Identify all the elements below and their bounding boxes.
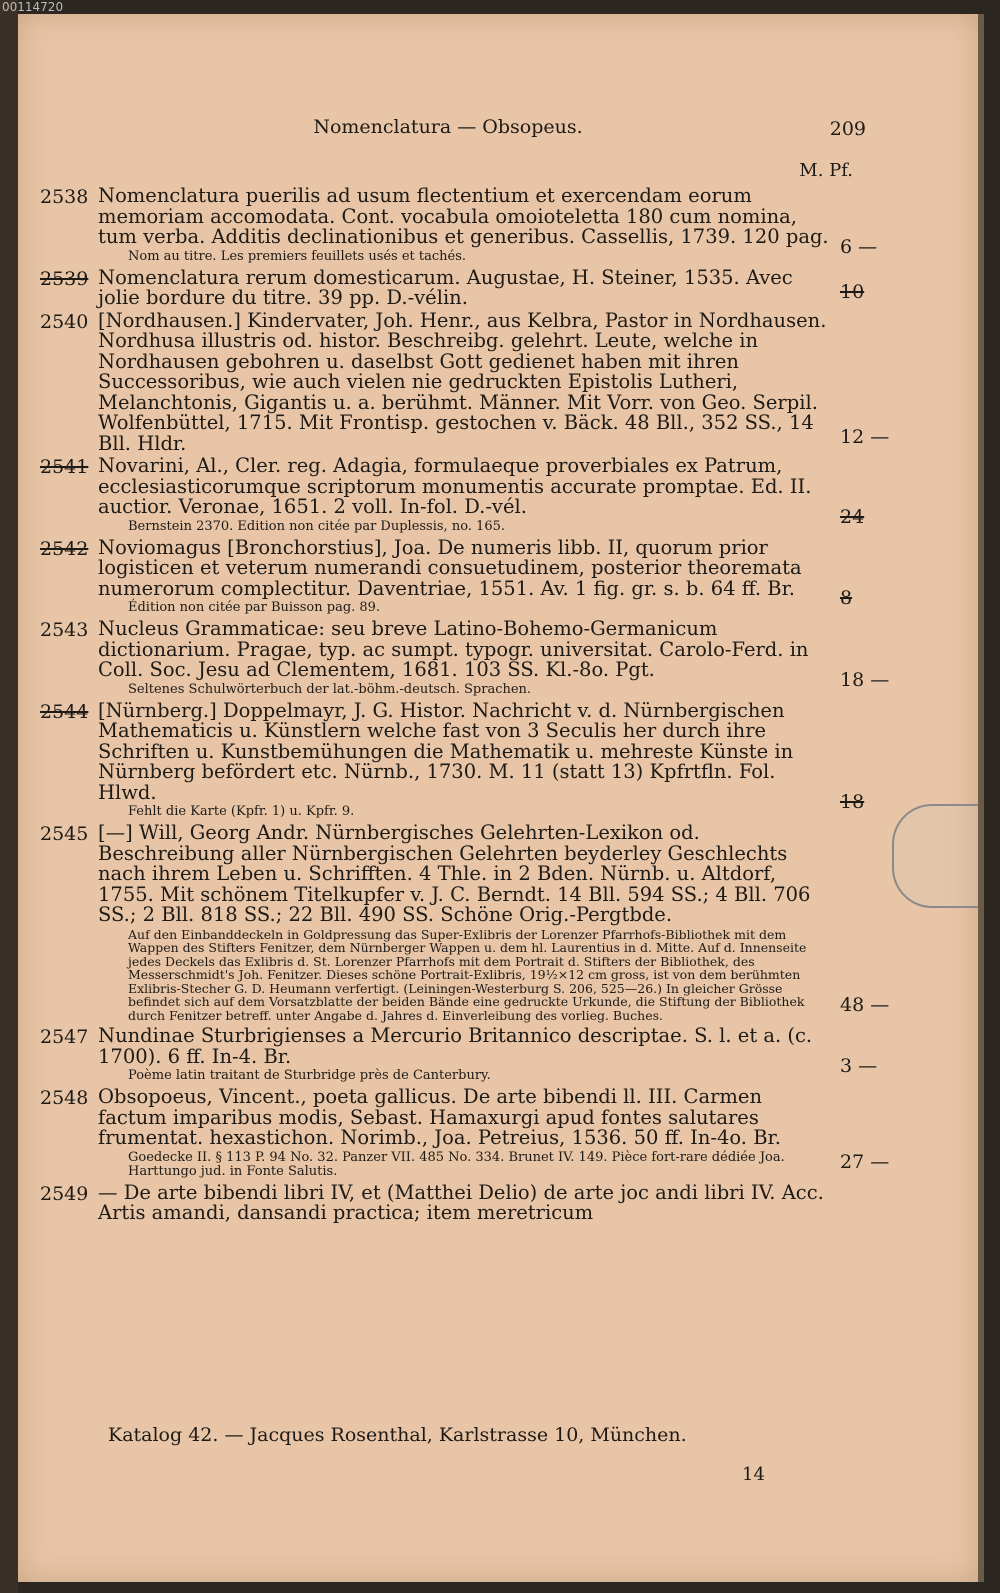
entry-note: Nom au titre. Les premiers feuillets usés et tachés. [128, 248, 467, 264]
entry-text: — De arte bibendi libri IV, et (Matthei Delio) de arte joc andi libri IV. Acc. Artis amandi, dansandi practica; item meretricum [98, 1180, 824, 1224]
running-title: Nomenclatura — Obsopeus. [313, 116, 583, 138]
entry-number: 2541 [40, 456, 89, 478]
sheet-number: 14 [742, 1464, 765, 1485]
entry-number: 2539 [40, 267, 89, 290]
page-clip-icon [892, 804, 978, 908]
catalog-entry [40, 184, 878, 264]
entry-price: 24 [840, 505, 865, 528]
entry-note: Bernstein 2370. Edition non citée par Duplessis, no. 165. [128, 518, 506, 534]
entry-text: [Nürnberg.] Doppelmayr, J. G. Histor. Nachricht v. d. Nürnbergischen Mathematicis u. Künstlern welche fast von 3 Seculis her durch ihre Schriften u. Kunstbemühungen die Mathematik u. mehreste Künste in Nürnberg befördert etc. Nürnb., 1730. M. 11 (statt 13) Kpfrtfln. Fol. Hlwd. [98, 698, 794, 804]
entry-price: 18 [840, 791, 865, 813]
currency-label: M. Pf. [799, 160, 853, 181]
catalog-entry [40, 1024, 878, 1083]
entry-number: 2542 [40, 537, 89, 560]
entry-price: 27 — [840, 1150, 890, 1173]
entry-text: [—] Will, Georg Andr. Nürnbergisches Gelehrten-Lexikon od. Beschreibung aller Nürnbergischen Gelehrten beyderley Geschlechts nach ihrem Leben u. Schrifften. 4 Thle. in 2 Bden. Nürnb. u. Altdorf, 1755. Mit schönem Titelkupfer v. J. C. Berndt. 14 Bll. 594 SS.; 4 Bll. 706 SS.; 2 Bll. 818 SS.; 22 Bll. 490 SS. Schöne Orig.-Pergtbde. [98, 821, 811, 926]
entry-note: Goedecke II. § 113 P. 94 No. 32. Panzer VII. 485 No. 334. Brunet IV. 149. Pièce fort-rare dédiée Joa. Harttungo jud. in Fonte Salutis. [128, 1149, 785, 1179]
entry-note: Fehlt die Karte (Kpfr. 1) u. Kpfr. 9. [128, 804, 355, 819]
entry-text: Noviomagus [Bronchorstius], Joa. De numeris libb. II, quorum prior logisticen et veterum numerandi consuetudinem, posterior theoremata numerorum complectitur. Daventriae, 1551. Av. 1 fig. gr. s. b. 64 ff. Br. [98, 535, 802, 600]
catalog-entry [40, 821, 890, 1023]
entry-price: 48 — [840, 994, 890, 1016]
entry-text: Nomenclatura puerilis ad usum flectentium et exercendam eorum memoriam accomodata. Cont. vocabula omoioteletta 180 cum nomina, tum verba. Additis declinationibus et generibus. Cassellis, 1739. 120 pag. [98, 184, 829, 248]
entry-text: Novarini, Al., Cler. reg. Adagia, formulaeque proverbiales ex Patrum, ecclesiasticorumque scriptorum monumentis accurate promptae. Ed. II. auctior. Veronae, 1651. 2 voll. In-fol. D.-vél. [98, 454, 812, 518]
entry-number: 2548 [40, 1087, 89, 1109]
entry-number: 2545 [40, 823, 89, 845]
entry-number: 2538 [40, 186, 89, 208]
entry-price: 6 — [840, 235, 878, 258]
entry-price: 8 [840, 587, 853, 609]
page-number: 209 [829, 118, 866, 140]
entry-price: 12 — [840, 426, 890, 448]
page-header [18, 116, 978, 146]
entry-number: 2547 [40, 1026, 89, 1048]
catalog-entry [40, 265, 865, 309]
archive-tag: 00114720 [2, 0, 64, 14]
entry-number: 2544 [40, 700, 89, 723]
catalog-entry [40, 617, 890, 697]
entry-note: Édition non citée par Buisson pag. 89. [128, 600, 381, 615]
entry-price: 3 — [840, 1055, 878, 1077]
entry-list [40, 184, 890, 1226]
catalog-entry [40, 1180, 830, 1224]
entry-number: 2549 [40, 1182, 89, 1205]
entry-number: 2540 [40, 310, 89, 333]
entry-number: 2543 [40, 619, 89, 641]
entry-text: Nucleus Grammaticae: seu breve Latino-Bohemo-Germanicum dictionarium. Pragae, typ. ac sumpt. typogr. universitat. Carolo-Ferd. in Coll. Soc. Jesu ad Clementem, 1681. 103 SS. Kl.-8o. Pgt. [98, 617, 809, 681]
catalog-page [18, 14, 984, 1582]
catalog-entry [40, 1085, 890, 1179]
entry-price: 18 — [840, 668, 890, 691]
entry-price: 10 [840, 280, 865, 303]
entry-text: [Nordhausen.] Kindervater, Joh. Henr., aus Kelbra, Pastor in Nordhausen. Nordhusa illustris od. histor. Beschreibg. gelehrt. Leute, welche in Nordhausen gebohren u. daselbst Gott gedienet haben mit ihren Successoribus, wie auch vielen nie gedruckten Epistolis Lutheri, Melanchtonis, Gigantis u. a. berühmt. Männer. Mit Vorr. von Geo. Serpil. Wolfenbüttel, 1715. Mit Frontisp. gestochen v. Bäck. 48 Bll., 352 SS., 14 Bll. Hldr. [98, 308, 827, 455]
book-spine [0, 0, 18, 1593]
entry-text: Obsopoeus, Vincent., poeta gallicus. De arte bibendi ll. III. Carmen factum imparibus modis, Sebast. Hamaxurgi apud fontes salutares frumentat. hexastichon. Norimb., Joa. Petreius, 1536. 50 ff. In-4o. Br. [98, 1085, 781, 1149]
catalog-footer: Katalog 42. — Jacques Rosenthal, Karlstrasse 10, München. [108, 1424, 687, 1446]
entry-note: Poème latin traitant de Sturbridge près de Canterbury. [128, 1068, 491, 1083]
catalog-entry [40, 308, 890, 455]
catalog-entry [40, 454, 865, 534]
catalog-entry [40, 698, 865, 820]
entry-note: Auf den Einbanddeckeln in Goldpressung das Super-Exlibris der Lorenzer Pfarrhofs-Bibliothek mit dem Wappen des Stifters Fenitzer, dem Nürnberger Wappen u. dem hl. Laurentius in d. Mitte. Auf d. Innenseite jedes Deckels das Exlibris d. St. Lorenzer Pfarrhofs mit dem Portrait d. Stifters der Bibliothek, des Messerschmidt's Joh. Fenitzer. Dieses schöne Portrait-Exlibris, 19½×12 cm gross, ist von dem berühmten Exlibris-Stecher G. D. Heumann verfertigt. (Leiningen-Westerburg S. 206, 525—26.) In gleicher Grösse befindet sich auf dem Vorsatzblatte der beiden Bände eine gedruckte Urkunde, die Stiftung der Bibliothek durch Fenitzer betreff. unter Angabe d. Jahres d. Einverleibung des vorlieg. Buches. [128, 926, 807, 1023]
catalog-entry [40, 535, 853, 616]
entry-text: Nomenclatura rerum domesticarum. Augustae, H. Steiner, 1535. Avec jolie bordure du titre. 39 pp. D.-vélin. [98, 265, 793, 309]
entry-note: Seltenes Schulwörterbuch der lat.-böhm.-deutsch. Sprachen. [128, 681, 532, 697]
entry-text: Nundinae Sturbrigienses a Mercurio Britannico descriptae. S. l. et a. (c. 1700). 6 ff. In-4. Br. [98, 1024, 813, 1068]
